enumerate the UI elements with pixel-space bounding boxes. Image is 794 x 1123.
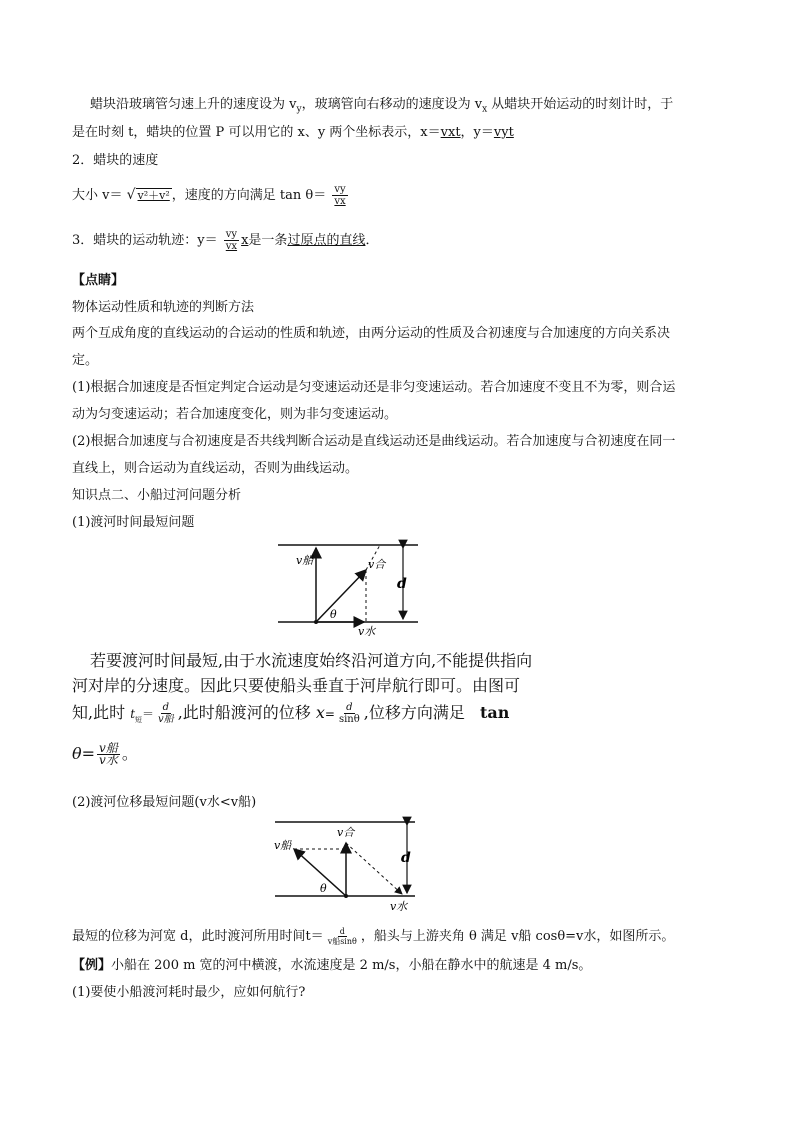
tip-title: 【点睛】 bbox=[72, 273, 125, 288]
text: ，速度的方向满足 tan θ＝ bbox=[171, 188, 327, 203]
text: ,位移方向满足 bbox=[363, 703, 465, 722]
label-v-boat: v船 bbox=[296, 554, 314, 567]
label-v-boat: v船 bbox=[274, 839, 292, 852]
tip-p2-1: (2)根据合加速度与合初速度是否共线判断合运动是直线运动还是曲线运动。若合加速度与合初速度在同一 bbox=[72, 434, 676, 449]
text: ，玻璃管向右移动的速度设为 v bbox=[301, 97, 483, 112]
sub-y: y bbox=[296, 104, 302, 115]
label-d: d bbox=[401, 850, 411, 866]
case1-line-2: 河对岸的分速度。因此只要使船头垂直于河岸航行即可。由图可 bbox=[72, 676, 521, 695]
case1-line-4 bbox=[72, 736, 138, 772]
eq: ＝ bbox=[142, 707, 155, 721]
tip-p1-2: 动为匀变速运动；若合加速度变化，则为非匀变速运动。 bbox=[72, 407, 398, 422]
tip-method: 物体运动性质和轨迹的判断方法 bbox=[72, 300, 255, 315]
label-v-sum: v合 bbox=[368, 558, 386, 571]
section-2-heading: 2．蜡块的速度 bbox=[72, 153, 159, 168]
underlined-text: 过原点的直线 bbox=[287, 233, 366, 248]
example-tag: 【例】 bbox=[72, 958, 112, 973]
disp-fraction bbox=[337, 702, 362, 725]
text: 从蜡块开始运动的时刻计时，于 bbox=[487, 97, 674, 112]
label-theta: θ bbox=[320, 882, 327, 895]
text: ． bbox=[365, 233, 379, 248]
figure-shortest-time bbox=[270, 536, 430, 638]
tan-fraction bbox=[332, 184, 347, 207]
example-q1: (1)要使小船渡河耗时最少，应如何航行? bbox=[72, 985, 306, 1000]
t-sub: 短 bbox=[135, 716, 143, 725]
frac-num: d bbox=[346, 702, 353, 713]
theta-eq: θ= bbox=[72, 744, 96, 763]
case2-title: (2)渡河位移最短问题(v水<v船) bbox=[72, 795, 257, 810]
text: 最短的位移为河宽 d，此时渡河所用时间t＝ bbox=[72, 929, 324, 944]
tan-word: tan bbox=[479, 703, 510, 722]
text: 是一条 bbox=[248, 233, 288, 248]
frac-num: vy bbox=[225, 229, 238, 240]
text: ，y＝ bbox=[460, 125, 494, 140]
formula-vxt: vxt bbox=[440, 125, 461, 140]
t-symbol: t bbox=[130, 707, 136, 721]
tip-p2-2: 直线上，则合运动为直线运动，否则为曲线运动。 bbox=[72, 461, 359, 476]
v-sum-arrow bbox=[316, 570, 366, 622]
case1-line-1: 若要渡河时间最短,由于水流速度始终沿河道方向,不能提供指向 bbox=[90, 651, 533, 670]
v-water-dashed bbox=[346, 843, 402, 894]
text: 3．蜡块的运动轨迹：y＝ bbox=[72, 233, 218, 248]
frac-den: v船sinθ bbox=[327, 937, 357, 946]
text: 蜡块沿玻璃管匀速上升的速度设为 v bbox=[90, 97, 297, 112]
frac-num: d bbox=[162, 702, 170, 713]
frac-den: vx bbox=[334, 196, 346, 207]
eq: = bbox=[324, 707, 335, 721]
frac-den: vx bbox=[225, 241, 238, 252]
label-theta: θ bbox=[330, 608, 337, 621]
text: ,此时船渡河的位移 bbox=[177, 703, 311, 722]
frac-den: sinθ bbox=[338, 714, 360, 725]
sqrt-expr: v²＋v² bbox=[137, 189, 170, 202]
text: 知,此时 bbox=[72, 703, 126, 722]
formula-vyt: vyt bbox=[493, 125, 514, 140]
text: 大小 v＝ bbox=[72, 188, 123, 203]
traj-fraction bbox=[224, 229, 239, 252]
tip-p1-1: (1)根据合加速度是否恒定判定合运动是匀变速运动还是非匀变速运动。若合加速度不变且不为零，则合运 bbox=[72, 380, 676, 395]
frac-num: v船 bbox=[99, 741, 118, 755]
text: 。 bbox=[121, 744, 138, 763]
label-v-water: v水 bbox=[390, 900, 408, 913]
figure-shortest-displacement bbox=[270, 816, 430, 916]
label-d: d bbox=[397, 576, 407, 592]
section-3 bbox=[72, 228, 378, 254]
frac-num: d bbox=[339, 927, 345, 936]
k2-heading: 知识点二、小船过河问题分析 bbox=[72, 488, 242, 503]
example-line bbox=[72, 957, 591, 975]
para-line-2 bbox=[72, 124, 514, 142]
x-var: x bbox=[241, 233, 249, 248]
x-symbol: x bbox=[315, 703, 325, 722]
time-fraction bbox=[156, 702, 176, 725]
label-v-sum: v合 bbox=[337, 826, 355, 839]
text: ，船头与上游夹角 θ 满足 v船 cosθ=v水，如图所示。 bbox=[360, 929, 675, 944]
frac-num: vy bbox=[334, 184, 346, 195]
theta-fraction bbox=[97, 743, 120, 766]
sqrt-sign: √ bbox=[126, 187, 136, 203]
case2-fraction bbox=[326, 927, 359, 946]
label-v-water: v水 bbox=[358, 625, 376, 638]
sub-x: x bbox=[482, 104, 488, 115]
text: 是在时刻 t，蜡块的位置 P 可以用它的 x、y 两个坐标表示，x＝ bbox=[72, 125, 441, 140]
tip-intro-2: 定。 bbox=[72, 353, 99, 368]
para-line-1 bbox=[90, 96, 673, 119]
case1-title: (1)渡河时间最短问题 bbox=[72, 515, 195, 530]
section-2-formula bbox=[72, 182, 350, 209]
case2-text bbox=[72, 924, 674, 950]
frac-den: v船 bbox=[158, 714, 174, 725]
frac-den: v水 bbox=[99, 753, 118, 767]
case1-line-3 bbox=[72, 697, 509, 736]
tip-intro-1: 两个互成角度的直线运动的合运动的性质和轨迹，由两分运动的性质及合初速度与合加速度的方向关系决 bbox=[72, 326, 671, 341]
example-text: 小船在 200 m 宽的河中横渡，水流速度是 2 m/s，小船在静水中的航速是 4 m/s。 bbox=[111, 958, 592, 973]
